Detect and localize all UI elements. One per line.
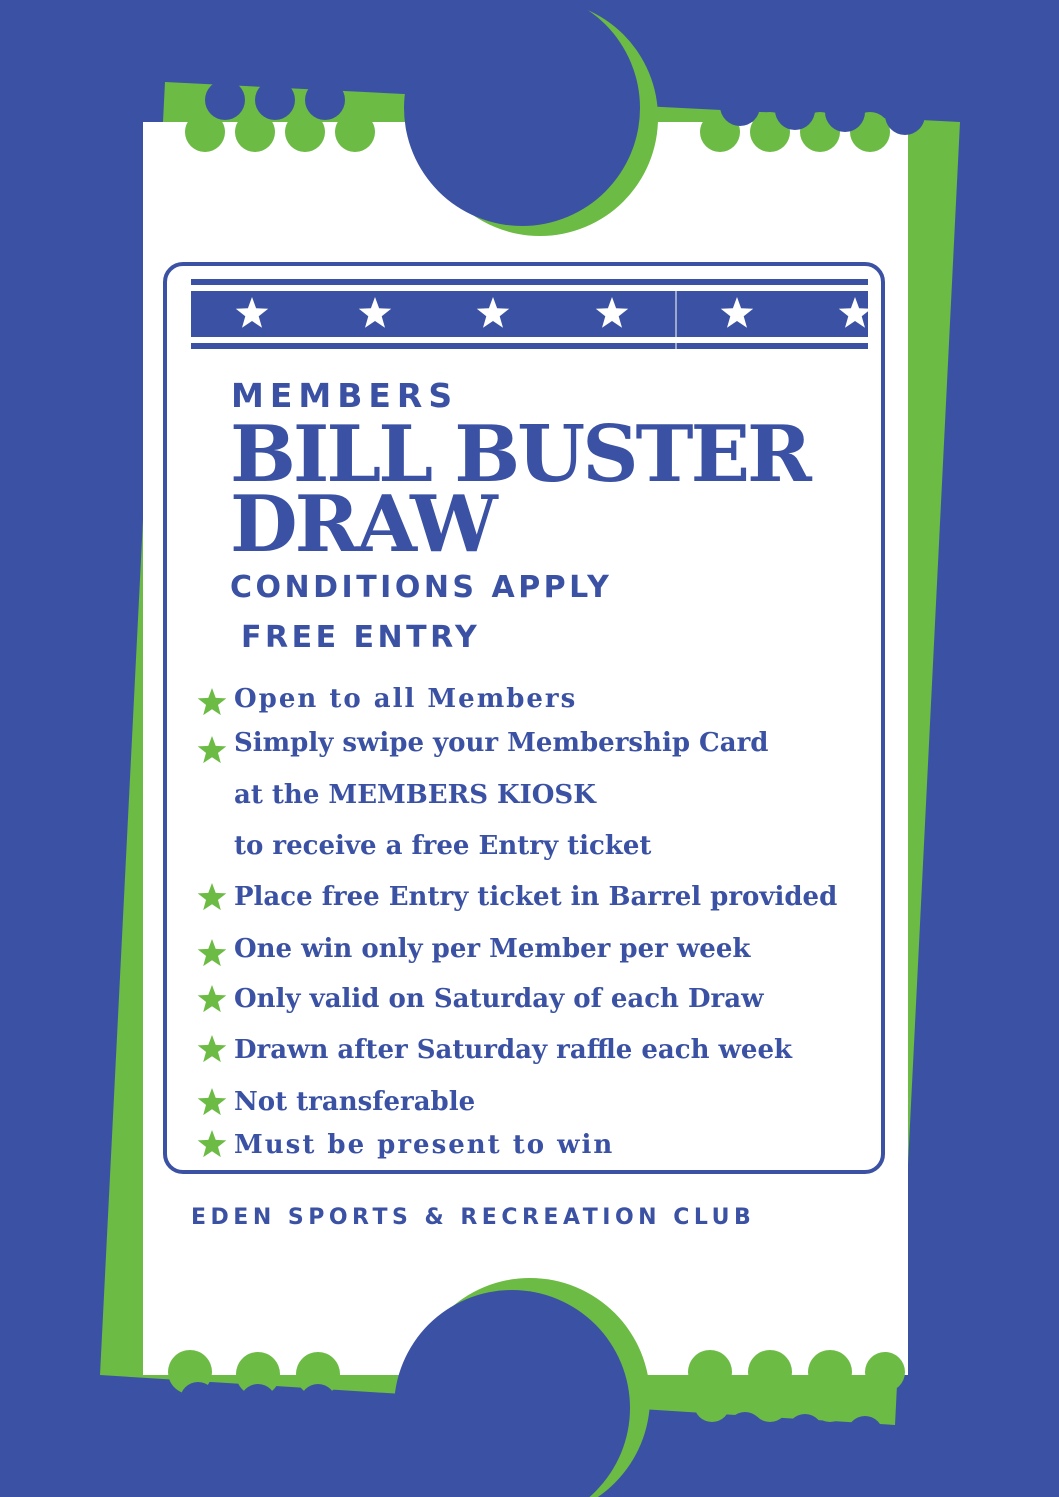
star-icon: [197, 883, 227, 913]
conditions-apply: CONDITIONS APPLY: [230, 570, 613, 605]
title-line-1: BILL BUSTER: [230, 409, 809, 500]
list-item: at the MEMBERS KIOSK: [234, 780, 596, 810]
list-item: Open to all Members: [234, 684, 578, 714]
star-icon: [197, 985, 227, 1015]
star-icon: [197, 688, 227, 718]
free-entry: FREE ENTRY: [241, 620, 481, 655]
list-item: Only valid on Saturday of each Draw: [234, 984, 764, 1014]
list-item: One win only per Member per week: [234, 934, 751, 964]
list-item: to receive a free Entry ticket: [234, 831, 652, 861]
members-eyebrow: MEMBERS: [231, 376, 459, 415]
club-name: EDEN SPORTS & RECREATION CLUB: [191, 1205, 756, 1230]
list-item: Must be present to win: [234, 1130, 615, 1160]
list-item: Simply swipe your Membership Card: [234, 728, 769, 758]
star-icon: [197, 1035, 227, 1065]
page-title: [230, 409, 809, 570]
star-icon: [197, 736, 227, 766]
list-item: Drawn after Saturday raffle each week: [234, 1035, 793, 1065]
title-line-2: DRAW: [230, 479, 495, 570]
list-item: Not transferable: [234, 1087, 476, 1117]
list-item: Place free Entry ticket in Barrel provided: [234, 882, 838, 912]
star-icon: [197, 939, 227, 969]
star-icon: [197, 1088, 227, 1118]
star-icon: [197, 1130, 227, 1160]
